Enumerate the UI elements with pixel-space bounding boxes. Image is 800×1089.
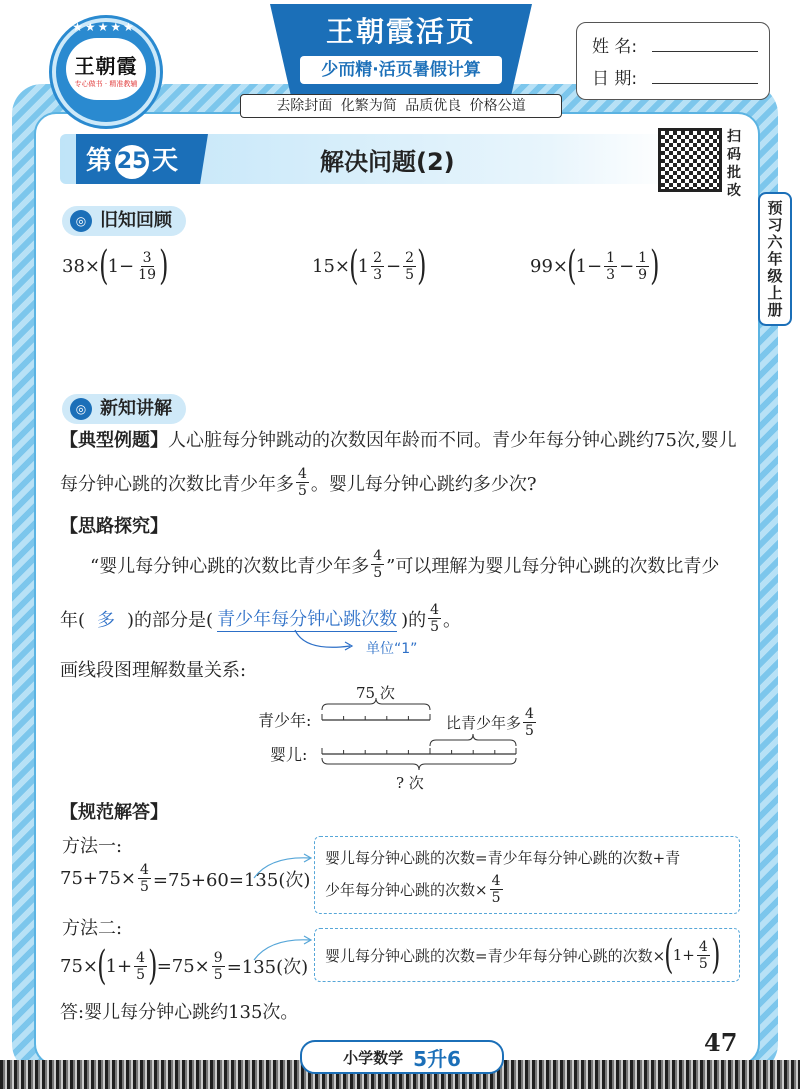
think-text: )的部分是( (127, 609, 214, 631)
paren-close: ) (650, 243, 660, 289)
paren-open: ( (99, 243, 109, 289)
think-text: )的 (401, 609, 427, 631)
m2-text: =135(次) (226, 957, 309, 978)
date-label: 日 期: (592, 69, 638, 89)
more-text: 比青少年多 (446, 714, 522, 732)
denominator: 5 (136, 966, 146, 983)
p1-prefix: 38× (62, 255, 100, 277)
fraction (636, 250, 649, 283)
m2-text: =75× (156, 955, 210, 977)
think-line-1 (90, 548, 719, 581)
denominator: 3 (606, 266, 616, 283)
scan-char: 批 (727, 165, 741, 181)
lesson-title: 解决问题(2) (320, 148, 455, 176)
scan-to-grade-label (724, 128, 744, 200)
think-text: “婴儿每分钟心跳的次数比青少年多 (90, 555, 370, 577)
paren-close: ) (148, 943, 158, 989)
denominator: 5 (373, 565, 383, 581)
fraction (403, 250, 416, 283)
paren-open: ( (349, 243, 359, 289)
m1-note-text: 少年每分钟心跳的次数× (325, 881, 488, 899)
day-suffix: 天 (152, 146, 179, 176)
denominator: 3 (373, 266, 382, 283)
denominator: 5 (213, 966, 223, 983)
diagram-intro: 画线段图理解数量关系: (60, 660, 247, 681)
scan-char: 改 (727, 183, 741, 199)
answer-label: 【规范解答】 (60, 802, 168, 823)
qr-code-icon[interactable] (658, 128, 722, 192)
m2-text: 1+ (105, 955, 133, 977)
m2-text: 75× (60, 955, 98, 977)
name-label: 姓 名: (592, 37, 638, 57)
numerator: 4 (525, 706, 534, 722)
method1-label: 方法一: (62, 836, 123, 857)
paren-open: ( (567, 243, 577, 289)
side-tab-char: 册 (767, 300, 783, 319)
p3-minus: − (619, 255, 635, 277)
fraction (371, 250, 384, 283)
example-text: 人心脏每分钟跳动的次数因年龄而不同。青少年每分钟心跳约75次,婴儿 (168, 430, 737, 451)
page-number: 47 (704, 1028, 738, 1057)
review-problem-2 (312, 243, 427, 289)
fraction (296, 466, 309, 499)
fraction (371, 548, 384, 581)
medal-icon: ◎ (70, 398, 92, 420)
logo-subtext: 专心做书 · 精准教辅 (74, 79, 138, 88)
side-tab-char: 习 (767, 215, 783, 234)
side-tab-char: 级 (767, 266, 783, 285)
paren-open: ( (97, 943, 107, 989)
name-field[interactable] (652, 50, 758, 52)
medal-icon: ◎ (70, 210, 92, 232)
review-pill-label: 旧知回顾 (100, 210, 172, 231)
example-text: 每分钟心跳的次数比青少年多 (60, 473, 294, 495)
date-field[interactable] (652, 82, 758, 84)
fraction (136, 250, 158, 283)
numerator: 4 (298, 466, 307, 482)
answer-fill-1[interactable]: 多 (97, 609, 116, 631)
m2-note-line (325, 932, 721, 978)
denominator: 5 (491, 890, 501, 906)
fraction (428, 602, 441, 635)
diagram-top-label: 75 次 (356, 684, 395, 702)
think-text: 。 (443, 609, 462, 631)
method1-arrow (250, 852, 320, 882)
denominator: 5 (298, 483, 307, 499)
logo-stars: ★★★★★ (72, 20, 136, 34)
fraction (134, 950, 147, 983)
side-tab-char: 年 (767, 249, 783, 268)
slogan: 去除封面 化繁为简 品质优良 价格公道 (240, 94, 562, 118)
review-problem-1 (62, 243, 169, 289)
denominator: 5 (525, 723, 534, 739)
footer-subject: 小学数学 (343, 1048, 404, 1067)
brand-subtitle: 少而精·活页暑假计算 (300, 56, 502, 84)
numerator: 3 (142, 249, 152, 266)
fraction (697, 939, 710, 972)
day-prefix: 第 (86, 146, 113, 176)
numerator: 4 (491, 873, 501, 889)
diagram-row2-label: 婴儿: (270, 745, 308, 764)
numerator: 4 (373, 548, 383, 564)
lesson-pill-label: 新知讲解 (100, 398, 172, 419)
think-text: 年( (60, 609, 86, 631)
m1-note-line1: 婴儿每分钟心跳的次数=青少年每分钟心跳的次数+青 (325, 849, 681, 867)
fraction (604, 250, 617, 283)
m1-note-line2 (325, 873, 505, 906)
p2-minus: − (385, 255, 402, 277)
brand-title: 王朝霞活页 (325, 15, 476, 48)
numerator: 4 (139, 862, 149, 878)
side-tab-char: 六 (767, 232, 783, 251)
method1-note-box (314, 836, 740, 914)
denominator: 5 (405, 266, 414, 283)
denominator: 5 (430, 619, 440, 635)
method2-note-box (314, 928, 740, 982)
review-problem-3 (530, 243, 660, 289)
p3-prefix: 99× (530, 255, 568, 277)
paren-close: ) (710, 932, 721, 978)
p2-prefix: 15× (312, 255, 350, 277)
footer-badge (300, 1040, 504, 1074)
method2-arrow (250, 934, 320, 964)
paren-close: ) (159, 243, 169, 289)
example-line-1 (60, 432, 750, 450)
logo-badge (66, 38, 146, 100)
unit-arrow (290, 628, 370, 658)
p3-minus: 1− (575, 255, 603, 277)
footer-grade: 5升6 (413, 1046, 461, 1071)
numerator: 2 (405, 249, 414, 266)
example-label: 【典型例题】 (60, 430, 168, 451)
think-line-2 (60, 602, 461, 635)
paren-close: ) (417, 243, 427, 289)
fraction (138, 862, 151, 895)
think-text: ”可以理解为婴儿每分钟心跳的次数比青少 (386, 555, 720, 577)
logo-text: 王朝霞 (74, 53, 138, 78)
numerator: 1 (638, 249, 648, 266)
scan-char: 扫 (727, 129, 741, 145)
fraction (212, 950, 225, 983)
final-answer: 答:婴儿每分钟心跳约135次。 (60, 1002, 299, 1023)
numerator: 9 (213, 949, 223, 966)
m1-text: =75+60=135(次) (152, 869, 311, 891)
paren-open: ( (664, 932, 674, 978)
numerator: 4 (430, 602, 440, 618)
diagram-row1-label: 青少年: (258, 711, 312, 730)
denominator: 19 (138, 266, 156, 283)
p1-minus: 1− (107, 255, 135, 277)
lesson-section-pill (62, 394, 186, 424)
answer-fill-2[interactable]: 青少年每分钟心跳次数 (217, 605, 397, 632)
example-text: 。婴儿每分钟心跳约多少次? (310, 473, 537, 495)
example-line-2 (60, 466, 537, 499)
numerator: 4 (698, 938, 708, 955)
m1-text: 75+75× (60, 868, 136, 889)
denominator: 5 (698, 955, 708, 972)
side-tab-char: 预 (767, 198, 783, 217)
day-label (86, 140, 178, 179)
diagram-bottom-label: ? 次 (396, 774, 424, 792)
p2-whole: 1 (357, 255, 370, 277)
m2-note-text: 婴儿每分钟心跳的次数=青少年每分钟心跳的次数× (325, 946, 666, 965)
side-tab-char: 上 (767, 283, 783, 302)
fraction (490, 873, 503, 906)
denominator: 5 (139, 879, 149, 895)
numerator: 4 (136, 949, 146, 966)
denominator: 9 (638, 266, 648, 283)
review-section-pill (62, 206, 186, 236)
think-label: 【思路探究】 (60, 516, 168, 537)
numerator: 1 (606, 249, 616, 266)
segment-diagram (318, 696, 558, 776)
scan-char: 码 (727, 147, 741, 163)
m2-note-text: 1+ (672, 946, 695, 964)
method2-label: 方法二: (62, 918, 123, 939)
unit-note: 单位“1” (366, 641, 418, 657)
numerator: 2 (373, 249, 382, 266)
day-number: 25 (115, 145, 149, 179)
side-tab-preview (758, 192, 792, 326)
